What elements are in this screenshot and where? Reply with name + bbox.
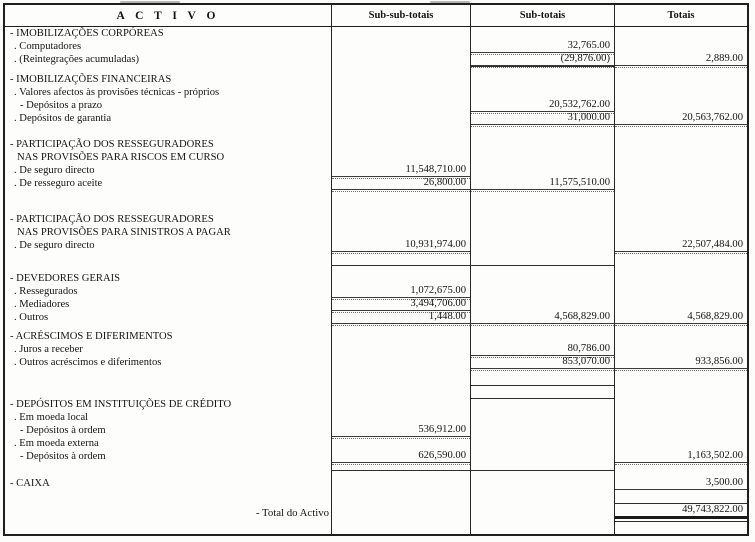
cell-tot [614,343,747,356]
cell-st [470,252,614,265]
amount-value: 22,507,484.00 [615,239,747,252]
table-row [5,369,747,385]
cell-tot [614,190,747,203]
cell-sst [331,330,470,343]
cell-sst [331,450,470,463]
cell-st [470,463,614,470]
cell-sst [331,86,470,99]
cell-st [470,385,614,398]
table-row [5,190,747,203]
table-row [5,151,747,164]
table-row [5,343,747,356]
cell-tot [614,203,747,213]
cell-tot [614,424,747,437]
cell-st [470,112,614,125]
amount-value: 80,786.00 [471,343,614,356]
table-row [5,490,747,503]
cell-st [470,298,614,311]
cell-tot [614,516,747,534]
row-label-cell [5,27,331,40]
cell-sst [331,477,470,490]
row-label: . Mediadores [14,299,70,310]
row-label-cell [5,239,331,252]
activo-table [3,3,749,536]
row-label: - IMOBILIZAÇÕES FINANCEIRAS [10,74,172,85]
cell-sst [331,298,470,311]
table-row [5,86,747,99]
table-row [5,99,747,112]
cell-sst [331,138,470,151]
cell-tot [614,112,747,125]
cell-st [470,285,614,298]
table-row [5,516,747,534]
cell-st [470,272,614,285]
row-label-cell [5,164,331,177]
row-label-cell [5,40,331,53]
cell-tot [614,411,747,424]
table-row [5,252,747,265]
row-label: NAS PROVISÕES PARA RISCOS EM CURSO [17,152,225,163]
row-label-cell [5,86,331,99]
row-label: - PARTICIPAÇÃO DOS RESSEGURADORES [10,139,214,150]
row-label: - ACRÉSCIMOS E DIFERIMENTOS [10,331,173,342]
cell-st [470,239,614,252]
cell-st [470,356,614,369]
header-activo: A C T I V O [116,9,220,22]
amount-value: 11,548,710.00 [332,164,470,177]
row-label: . (Reintegrações acumuladas) [14,54,140,65]
row-label-cell [5,477,331,490]
table-row [5,66,747,73]
table-row [5,463,747,470]
row-label-cell [5,203,331,213]
row-label-cell [5,53,331,66]
cell-tot [614,369,747,385]
row-label: - Depósitos a prazo [20,100,103,111]
cell-tot [614,298,747,311]
cell-tot [614,385,747,398]
table-row [5,285,747,298]
cell-sst [331,27,470,40]
cell-sst [331,398,470,411]
cell-st [470,490,614,503]
row-label: - Depósitos à ordem [20,451,106,462]
table-row [5,424,747,437]
row-label: - DEVEDORES GERAIS [10,273,121,284]
cell-sst [331,73,470,86]
row-label: . Outros acréscimos e diferimentos [14,357,162,368]
cell-sst [331,463,470,470]
row-label: . Em moeda local [14,412,89,423]
amount-value: 626,590.00 [332,450,470,463]
row-label: . Outros [14,312,49,323]
table-row [5,437,747,450]
table-row [5,503,747,519]
cell-st [470,138,614,151]
cell-sst [331,343,470,356]
cell-st [470,398,614,411]
cell-st [470,437,614,450]
amount-value: 1,448.00 [332,311,470,324]
cell-sst [331,490,470,503]
table-row [5,125,747,138]
cell-st [470,311,614,324]
table-row [5,411,747,424]
cell-st [470,411,614,424]
row-label-cell [5,516,331,534]
cell-st [470,66,614,73]
amount-value: 4,568,829.00 [471,311,614,324]
table-header-row [5,5,747,27]
cell-st [470,99,614,112]
cell-tot [614,86,747,99]
row-label-cell [5,398,331,411]
cell-sst [331,356,470,369]
cell-st [470,516,614,534]
row-label-cell [5,298,331,311]
cell-sst [331,470,470,477]
table-row [5,138,747,151]
row-label: . Em moeda externa [14,438,99,449]
cell-tot [614,138,747,151]
row-label: . De seguro directo [14,165,95,176]
row-label: . Juros a receber [14,344,83,355]
table-row [5,203,747,213]
amount-value: 4,568,829.00 [615,311,747,324]
amount-value: 3,494,706.00 [332,298,470,311]
row-label-cell [5,437,331,450]
cell-tot [614,99,747,112]
table-row [5,53,747,66]
cell-sst [331,437,470,450]
table-row [5,477,747,490]
table-row [5,385,747,398]
cell-st [470,151,614,164]
row-label-cell [5,138,331,151]
row-label: - PARTICIPAÇÃO DOS RESSEGURADORES [10,214,214,225]
row-label-cell [5,190,331,203]
cell-sst [331,177,470,190]
amount-value: 3,500.00 [615,477,747,490]
amount-value: 933,856.00 [615,356,747,369]
row-label: . Valores afectos às provisões técnicas - próprios [14,87,220,98]
cell-tot [614,27,747,40]
table-row [5,112,747,125]
row-label-cell [5,73,331,86]
cell-tot [614,164,747,177]
row-label: . Depósitos de garantia [14,113,112,124]
cell-tot [614,356,747,369]
cell-sst [331,99,470,112]
amount-value: 26,800.00 [332,177,470,190]
cell-tot [614,125,747,138]
amount-value: 1,072,675.00 [332,285,470,298]
cell-sst [331,190,470,203]
cell-st [470,40,614,53]
cell-tot [614,330,747,343]
cell-tot [614,463,747,470]
header-sub-totais: Sub-totais [470,5,614,26]
row-label-cell [5,151,331,164]
cell-st [470,190,614,203]
cell-st [470,226,614,239]
header-totais: Totais [614,5,747,26]
table-row [5,239,747,252]
row-label-cell [5,265,331,272]
table-row [5,40,747,53]
cell-tot [614,398,747,411]
table-row [5,265,747,272]
cell-tot [614,252,747,265]
row-label: - Depósitos à ordem [20,425,106,436]
row-label: . Computadores [14,41,82,52]
row-label: - IMOBILIZAÇÕES CORPÓREAS [10,28,164,39]
cell-tot [614,40,747,53]
table-row [5,27,747,40]
row-label-cell [5,385,331,398]
cell-tot [614,53,747,66]
cell-tot [614,73,747,86]
row-label-cell [5,490,331,503]
amount-value: 11,575,510.00 [471,177,614,190]
table-row [5,164,747,177]
amount-value: 853,070.00 [471,356,614,369]
cell-st [470,477,614,490]
row-label: - DEPÓSITOS EM INSTITUIÇÕES DE CRÉDITO [10,399,232,410]
cell-tot [614,285,747,298]
header-sub-sub-totais: Sub-sub-totais [331,5,470,26]
cell-sst [331,53,470,66]
amount-value: 32,765.00 [471,40,614,53]
amount-value: 2,889.00 [615,53,747,66]
cell-tot [614,66,747,73]
cell-sst [331,369,470,385]
cell-tot [614,226,747,239]
row-label-cell [5,285,331,298]
cell-sst [331,112,470,125]
cell-tot [614,213,747,226]
table-row [5,356,747,369]
table-body [5,27,747,534]
cell-tot [614,239,747,252]
cell-sst [331,424,470,437]
cell-st [470,450,614,463]
cell-st [470,330,614,343]
cell-tot [614,311,747,324]
cell-tot [614,470,747,477]
row-label-cell [5,343,331,356]
row-label-cell [5,450,331,463]
amount-value: 31,000.00 [471,112,614,125]
amount-value: (29,876.00) [471,53,614,66]
cell-sst [331,151,470,164]
cell-sst [331,265,470,272]
row-label-cell [5,470,331,477]
cell-st [470,164,614,177]
cell-sst [331,226,470,239]
row-label: - Total do Activo [255,507,329,519]
amount-value: 536,912.00 [332,424,470,437]
cell-sst [331,164,470,177]
cell-st [470,343,614,356]
row-label-cell [5,213,331,226]
cell-tot [614,450,747,463]
table-row [5,213,747,226]
row-label-cell [5,424,331,437]
row-label-cell [5,311,331,324]
row-label-cell [5,112,331,125]
amount-value: 49,743,822.00 [615,504,747,519]
table-row [5,470,747,477]
row-label: . De resseguro aceite [14,178,103,189]
cell-st [470,27,614,40]
table-row [5,177,747,190]
cell-tot [614,477,747,490]
cell-sst [331,272,470,285]
cell-sst [331,311,470,324]
cell-sst [331,203,470,213]
amount-value: 20,563,762.00 [615,112,747,125]
amount-value: 20,532,762.00 [471,99,614,112]
row-label-cell [5,125,331,138]
row-label-cell [5,272,331,285]
row-label-cell [5,99,331,112]
row-label-cell [5,226,331,239]
table-row [5,226,747,239]
cell-tot [614,272,747,285]
row-label-cell [5,177,331,190]
row-label: NAS PROVISÕES PARA SINISTROS A PAGAR [17,227,231,238]
row-label: - CAIXA [10,478,50,489]
row-label: . Ressegurados [14,286,78,297]
cell-sst [331,285,470,298]
table-row [5,398,747,411]
table-row [5,272,747,285]
cell-tot [614,490,747,503]
row-label-cell [5,252,331,265]
cell-st [470,369,614,385]
cell-st [470,265,614,272]
cell-sst [331,385,470,398]
row-label: . De seguro directo [14,240,95,251]
row-label-cell [5,66,331,73]
table-row [5,450,747,463]
row-label-cell [5,411,331,424]
cell-st [470,177,614,190]
amount-value: 1,163,502.00 [615,450,747,463]
cell-st [470,213,614,226]
cell-sst [331,40,470,53]
cell-st [470,424,614,437]
cell-sst [331,239,470,252]
cell-st [470,470,614,477]
cell-st [470,53,614,66]
table-row [5,330,747,343]
cell-tot [614,265,747,272]
cell-tot [614,437,747,450]
cell-sst [331,213,470,226]
cell-sst [331,66,470,73]
cell-tot [614,151,747,164]
table-row [5,311,747,324]
table-row [5,298,747,311]
cell-st [470,203,614,213]
row-label-cell [5,369,331,385]
cell-st [470,73,614,86]
cell-tot [614,177,747,190]
table-row [5,73,747,86]
row-label-cell [5,463,331,470]
cell-sst [331,125,470,138]
cell-sst [331,411,470,424]
cell-sst [331,252,470,265]
cell-sst [331,516,470,534]
row-label-cell [5,356,331,369]
cell-st [470,86,614,99]
amount-value: 10,931,974.00 [332,239,470,252]
cell-st [470,125,614,138]
row-label-cell [5,330,331,343]
